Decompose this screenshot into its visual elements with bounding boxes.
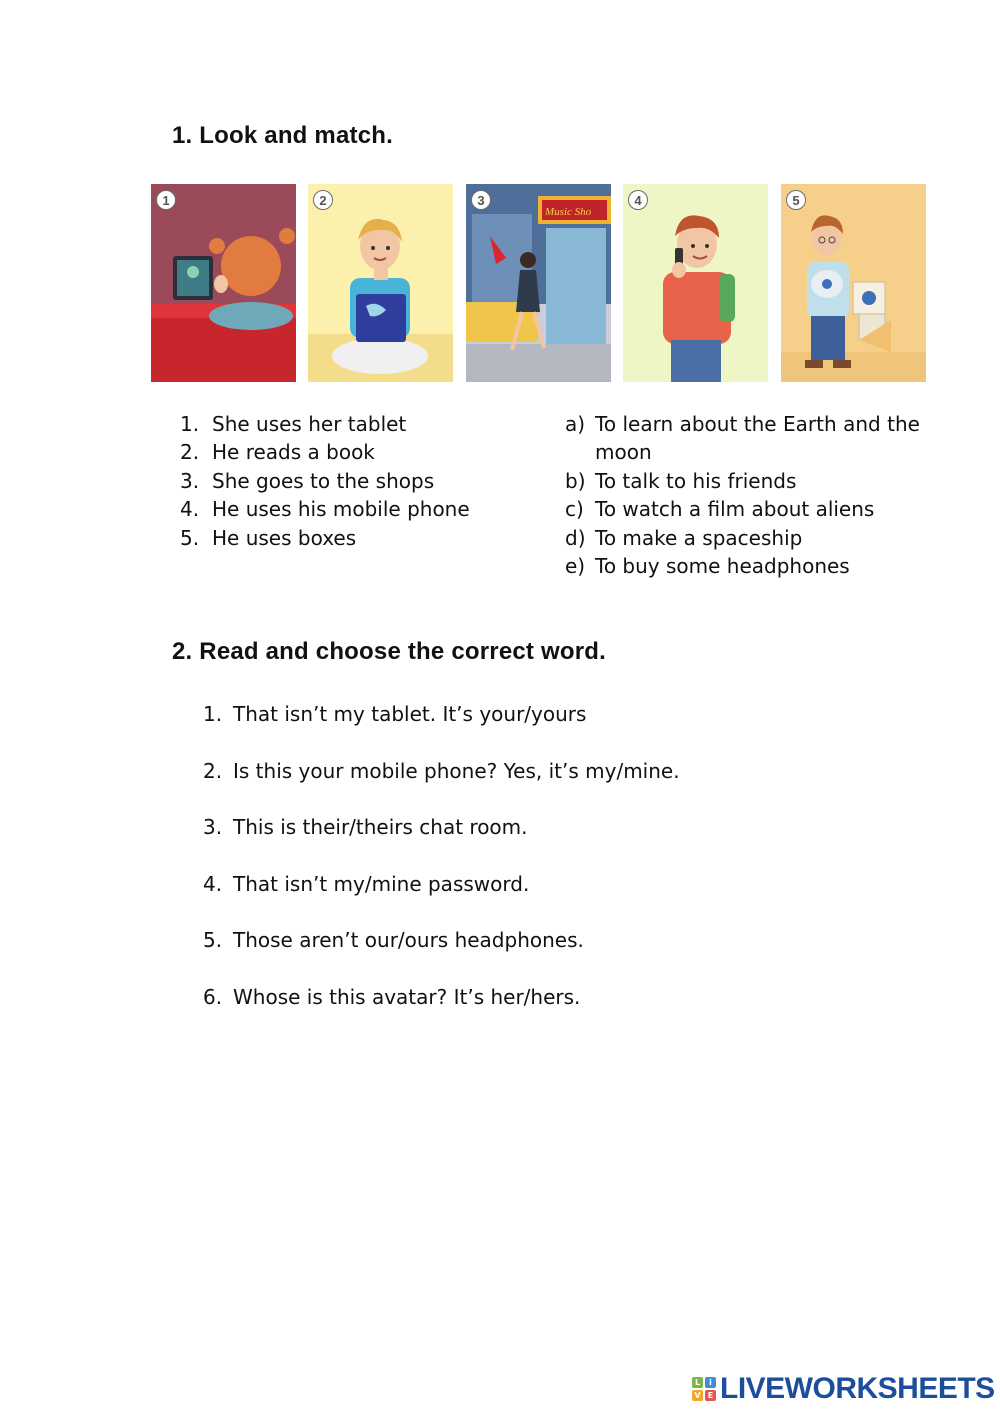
list-item: [203, 870, 680, 927]
item-marker: 6.: [203, 984, 223, 1009]
item-text: That isn’t my/mine password.: [233, 871, 530, 896]
item-marker: 2.: [180, 440, 200, 465]
list-item: [565, 552, 920, 580]
item-text: That isn’t my tablet. It’s your/yours: [233, 702, 587, 726]
item-text: To buy some headphones: [595, 554, 850, 579]
list-item: [565, 524, 920, 552]
section-2-title: 2. Read and choose the correct word.: [172, 638, 606, 665]
picture-number-badge: 3: [471, 190, 491, 210]
logo-text: LIVEWORKSHEETS: [720, 1372, 995, 1405]
logo-letter: i: [705, 1377, 716, 1388]
item-marker: d): [565, 525, 586, 550]
list-item: [565, 467, 920, 495]
item-text: Whose is this avatar? It’s her/hers.: [233, 984, 581, 1009]
item-text: He uses his mobile phone: [212, 497, 470, 522]
list-item: [180, 495, 470, 523]
picture-number-badge: 2: [313, 190, 333, 210]
item-marker: c): [565, 497, 584, 522]
item-text: Is this your mobile phone? Yes, it’s my/mine.: [233, 758, 680, 783]
list-item: [203, 983, 680, 1040]
list-item: [180, 438, 470, 466]
item-text: To learn about the Earth and the moon: [595, 412, 920, 465]
item-marker: 1.: [180, 412, 200, 436]
item-text: Those aren’t our/ours headphones.: [233, 928, 584, 952]
list-item: [203, 926, 680, 983]
picture-strip: [151, 184, 927, 382]
match-right-list: [565, 410, 920, 580]
item-text: To watch a film about aliens: [595, 497, 875, 522]
picture-panel-1: [151, 184, 296, 382]
list-item: [180, 467, 470, 495]
list-item: [565, 410, 920, 467]
match-left-list: [180, 410, 470, 552]
item-text: To make a spaceship: [595, 525, 803, 550]
item-marker: 2.: [203, 758, 223, 783]
item-marker: 3.: [203, 815, 223, 839]
list-item: [565, 495, 920, 523]
liveworksheets-logo[interactable]: [692, 1373, 995, 1405]
list-item: [203, 700, 680, 757]
item-marker: e): [565, 554, 586, 579]
item-marker: 3.: [180, 468, 200, 493]
picture-panel-3: [466, 184, 611, 382]
list-item: [203, 757, 680, 814]
item-marker: 4.: [203, 871, 223, 896]
item-marker: a): [565, 412, 586, 436]
item-marker: 5.: [203, 928, 223, 952]
picture-number-badge: 1: [156, 190, 176, 210]
picture-panel-2: [308, 184, 453, 382]
picture-number-badge: 4: [628, 190, 648, 210]
logo-letter: E: [705, 1390, 716, 1401]
list-item: [203, 813, 680, 870]
item-text: This is their/theirs chat room.: [233, 815, 528, 839]
section-1-title: 1. Look and match.: [172, 122, 393, 149]
item-text: He reads a book: [212, 440, 375, 465]
item-marker: b): [565, 468, 586, 493]
item-marker: 5.: [180, 525, 200, 550]
shop-sign-text: Music Sho: [545, 206, 592, 218]
logo-grid-icon: [692, 1377, 716, 1401]
item-text: He uses boxes: [212, 525, 357, 550]
item-text: She goes to the shops: [212, 468, 435, 493]
item-marker: 4.: [180, 497, 200, 522]
logo-letter: V: [692, 1390, 703, 1401]
picture-panel-5: [781, 184, 926, 382]
item-marker: 1.: [203, 702, 223, 726]
choose-word-list: [203, 700, 680, 1039]
item-text: To talk to his friends: [595, 468, 797, 493]
list-item: [180, 524, 470, 552]
picture-number-badge: 5: [786, 190, 806, 210]
item-text: She uses her tablet: [212, 412, 407, 436]
picture-panel-4: [623, 184, 768, 382]
logo-letter: L: [692, 1377, 703, 1388]
list-item: [180, 410, 470, 438]
